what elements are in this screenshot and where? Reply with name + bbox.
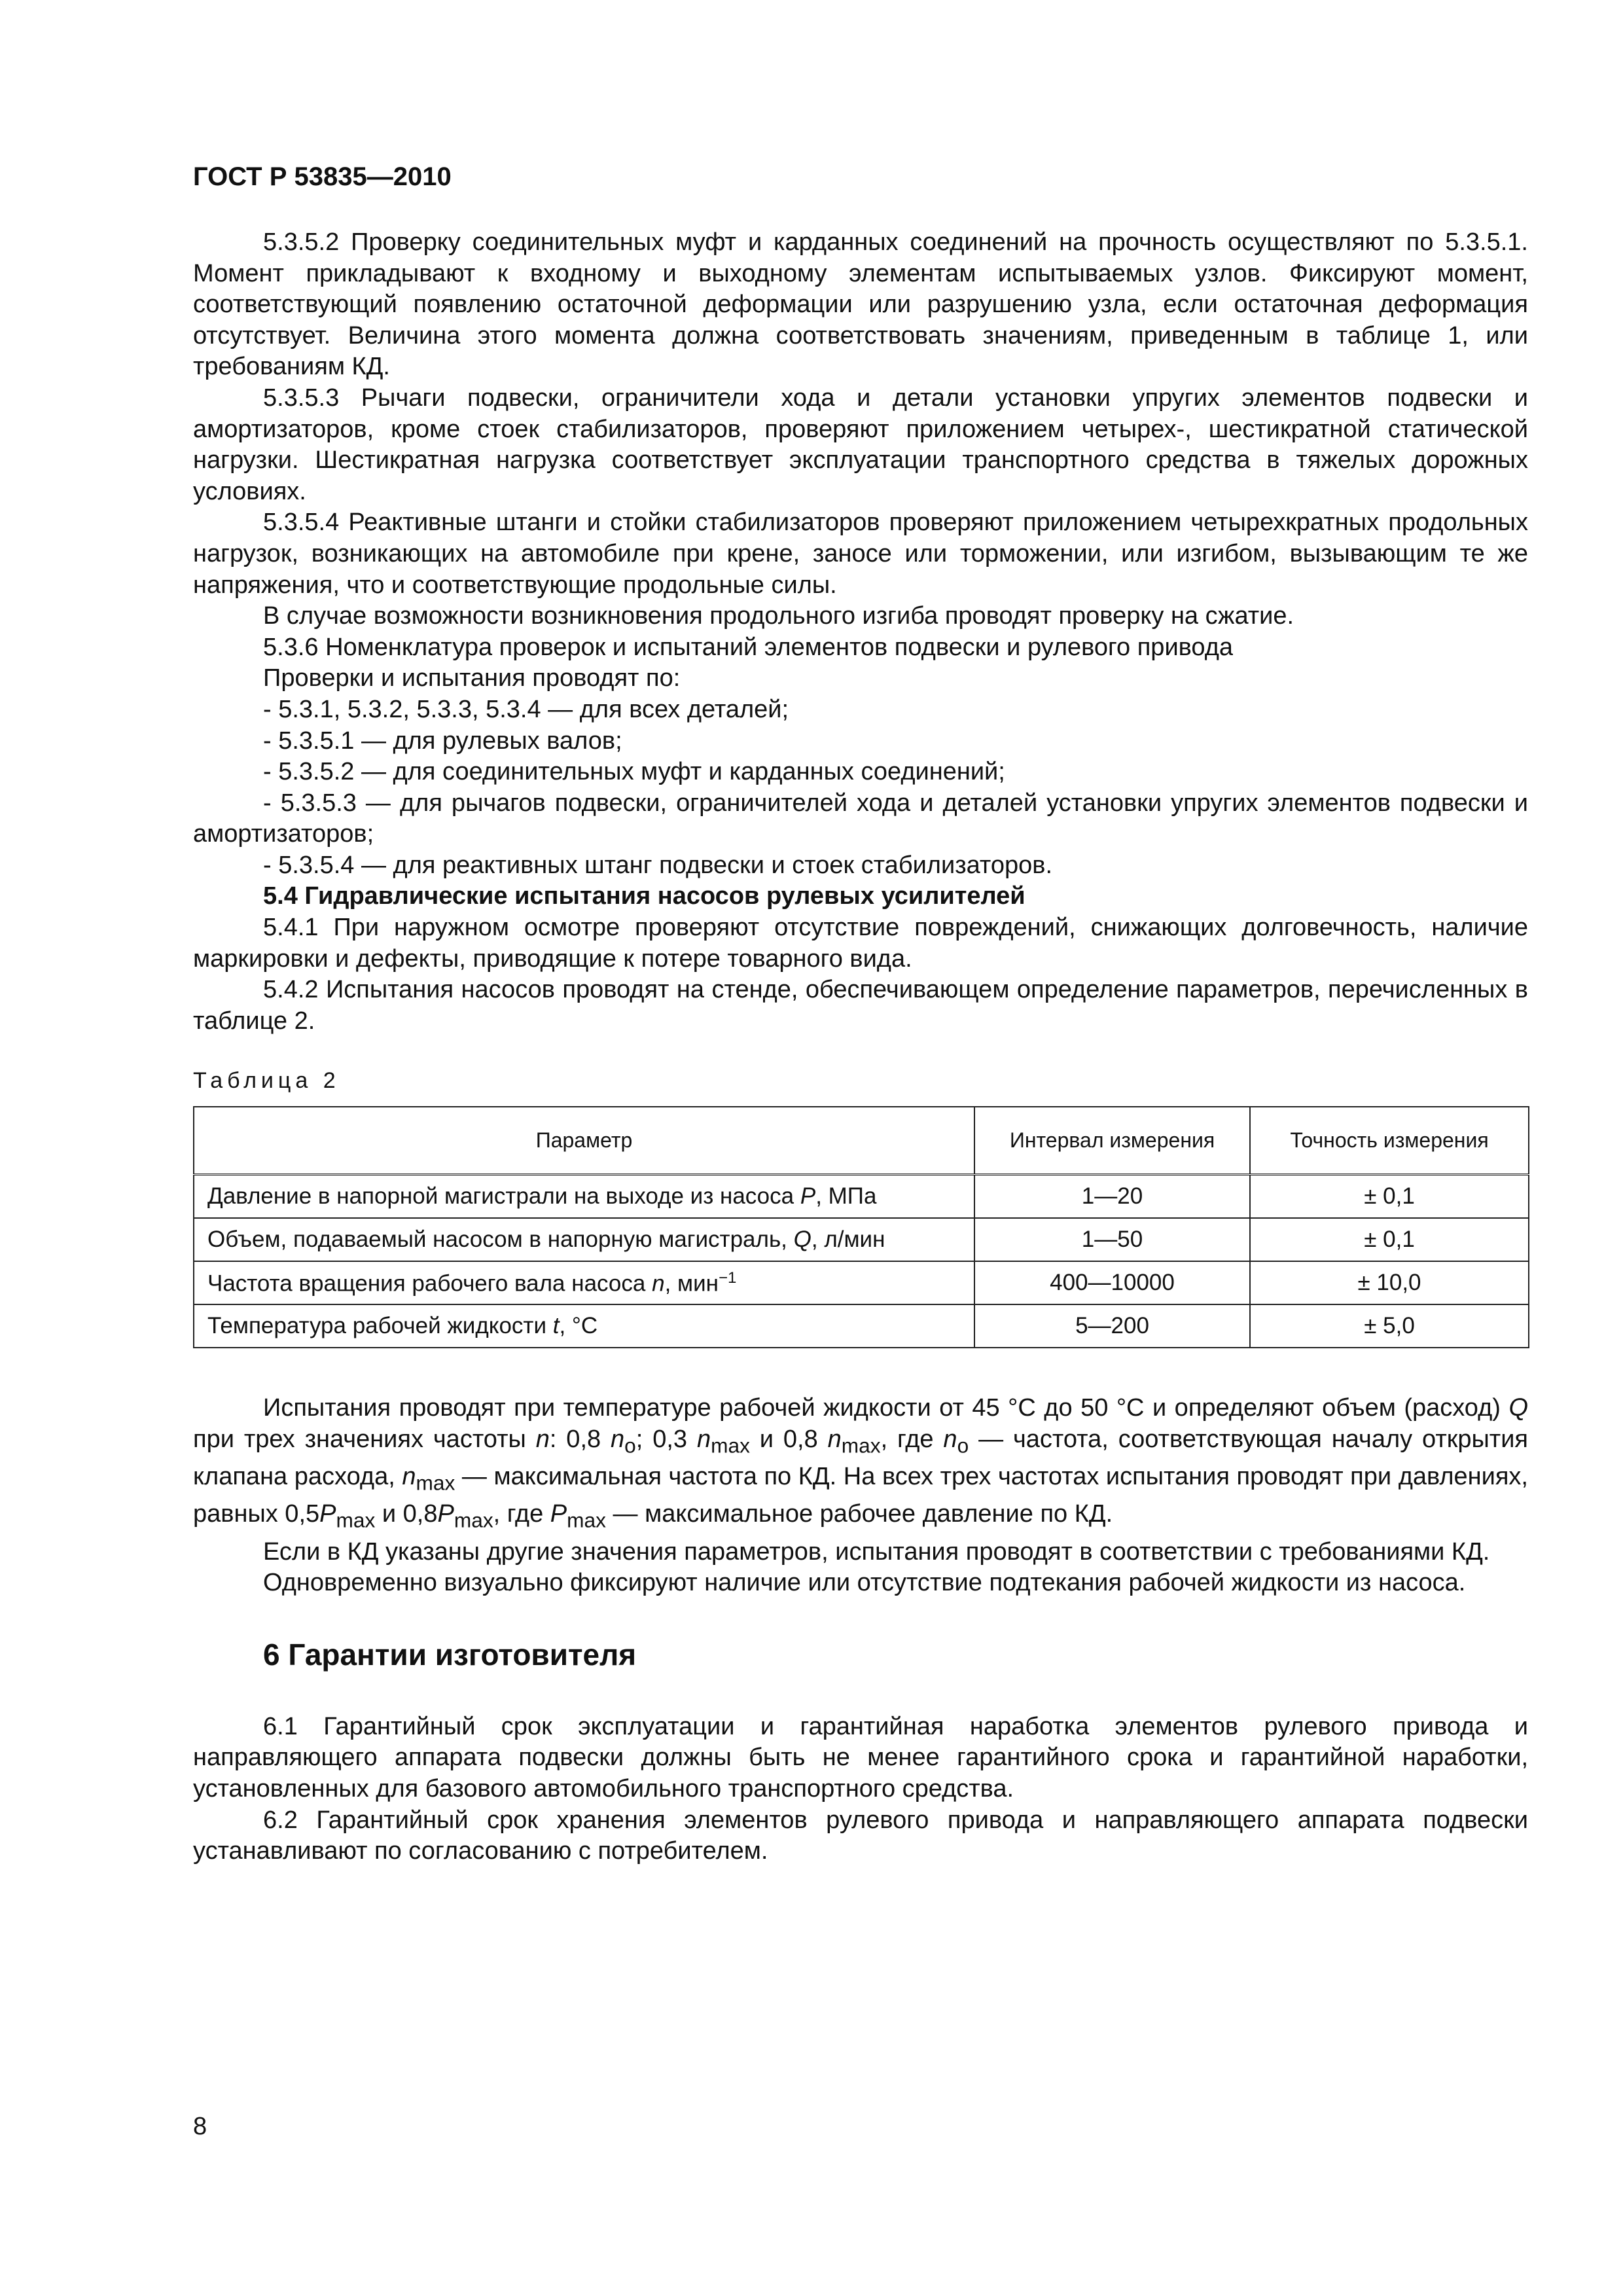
parameter-cell: Температура рабочей жидкости t, °С	[194, 1304, 974, 1348]
document-page	[193, 160, 1528, 1867]
paragraph-6-2: 6.2 Гарантийный срок хранения элементов рулевого привода и направляющего аппарата подвески устанавливают по согласованию с потребителем.	[193, 1806, 1528, 1865]
paragraph-5-3-5-3: 5.3.5.3 Рычаги подвески, ограничители хода и детали установки упругих элементов подвески и амортизаторов, кроме стоек стабилизаторов, проверяют приложением четырех-, шестикратной статической нагрузки. Шестикратная нагрузка соответствует эксплуатации транспортного средства в тяжелых дорожных условиях.	[193, 384, 1528, 505]
range-cell: 400—10000	[974, 1261, 1250, 1304]
table-row	[194, 1218, 1529, 1261]
parameter-cell: Объем, подаваемый насосом в напорную магистраль, Q, л/мин	[194, 1218, 974, 1261]
paragraph-leakage: Одновременно визуально фиксируют наличие или отсутствие подтекания рабочей жидкости из насоса.	[263, 1569, 1466, 1597]
accuracy-cell: ± 0,1	[1250, 1175, 1529, 1219]
range-cell: 5—200	[974, 1304, 1250, 1348]
section-5-4-heading: 5.4 Гидравлические испытания насосов рулевых усилителей	[263, 882, 1026, 910]
parameter-cell: Давление в напорной магистрали на выходе из насоса P, МПа	[194, 1175, 974, 1219]
list-item: - 5.3.5.1 — для рулевых валов;	[263, 726, 622, 755]
paragraph-5-4-1: 5.4.1 При наружном осмотре проверяют отсутствие повреждений, снижающих долговечность, наличие маркировки и дефекты, приводящие к потере товарного вида.	[193, 914, 1528, 973]
accuracy-cell: ± 10,0	[1250, 1261, 1529, 1304]
list-item: - 5.3.5.2 — для соединительных муфт и карданных соединений;	[263, 758, 1005, 786]
section-6-heading: 6 Гарантии изготовителя	[263, 1637, 637, 1672]
column-header-range: Интервал измерения	[974, 1107, 1250, 1175]
document-header: ГОСТ Р 53835—2010	[193, 162, 452, 191]
paragraph-5-4-2: 5.4.2 Испытания насосов проводят на стенде, обеспечивающем определение параметров, перечисленных в таблице 2.	[193, 976, 1528, 1035]
paragraph-5-3-5-4: 5.3.5.4 Реактивные штанги и стойки стабилизаторов проверяют приложением четырехкратных продольных нагрузок, возникающих на автомобиле при крене, заносе или торможении, или изгибом, вызывающим те же напряжения, что и соответствующие продольные силы.	[193, 509, 1528, 599]
paragraph-buckling: В случае возможности возникновения продольного изгиба проводят проверку на сжатие.	[263, 602, 1294, 630]
range-cell: 1—50	[974, 1218, 1250, 1261]
table-row	[194, 1261, 1529, 1304]
list-item: - 5.3.5.4 — для реактивных штанг подвески и стоек стабилизаторов.	[263, 851, 1053, 879]
table-row	[194, 1175, 1529, 1219]
paragraph-test-conditions: Испытания проводят при температуре рабочей жидкости от 45 °С до 50 °С и определяют объем (расход) Q при трех значениях частоты n: 0,8 $n_о$; 0,3 $n_{max}$ и 0,8 $n_{max}$, где $n_о$ — частота, соответствующая началу открытия клапана расхода, $n_{max}$ — максимальная частота по КД. На всех трех частотах испытания проводят при давлениях, равных $0,5P_{max}$ и $0,8P_{max}$, где $P_{max}$ — максимальное рабочее давление по КД.	[193, 1394, 1528, 1532]
table-2	[193, 1106, 1529, 1348]
table-caption: Таблица 2	[193, 1068, 340, 1094]
range-cell: 1—20	[974, 1175, 1250, 1219]
accuracy-cell: ± 5,0	[1250, 1304, 1529, 1348]
paragraph-5-3-6: 5.3.6 Номенклатура проверок и испытаний элементов подвески и рулевого привода	[263, 633, 1234, 661]
accuracy-cell: ± 0,1	[1250, 1218, 1529, 1261]
list-item: - 5.3.1, 5.3.2, 5.3.3, 5.3.4 — для всех деталей;	[263, 695, 789, 723]
column-header-parameter: Параметр	[194, 1107, 974, 1175]
paragraph-5-3-5-2: 5.3.5.2 Проверку соединительных муфт и карданных соединений на прочность осуществляют по 5.3.5.1. Момент прикладывают к входному и выходному элементам испытываемых узлов. Фиксируют момент, соответствующий появлению остаточной деформации или разрушению узла, если остаточная деформация отсутствует. Величина этого момента должна соответствовать значениям, приведенным в таблице 1, или требованиям КД.	[193, 228, 1528, 381]
paragraph-other-values: Если в КД указаны другие значения параметров, испытания проводят в соответствии с требованиями КД.	[263, 1537, 1490, 1566]
paragraph-6-1: 6.1 Гарантийный срок эксплуатации и гарантийная наработка элементов рулевого привода и направляющего аппарата подвески должны быть не менее гарантийного срока и гарантийной наработки, установленных для базового автомобильного транспортного средства.	[193, 1712, 1528, 1803]
paragraph-checks-intro: Проверки и испытания проводят по:	[263, 664, 681, 692]
column-header-accuracy: Точность измерения	[1250, 1107, 1529, 1175]
table-row	[194, 1304, 1529, 1348]
parameter-cell: Частота вращения рабочего вала насоса n, мин$^{-1}$	[194, 1261, 974, 1304]
page-number: 8	[193, 2113, 207, 2140]
table-header-row	[194, 1107, 1529, 1175]
list-item: - 5.3.5.3 — для рычагов подвески, ограничителей хода и деталей установки упругих элементов подвески и амортизаторов;	[193, 789, 1528, 848]
